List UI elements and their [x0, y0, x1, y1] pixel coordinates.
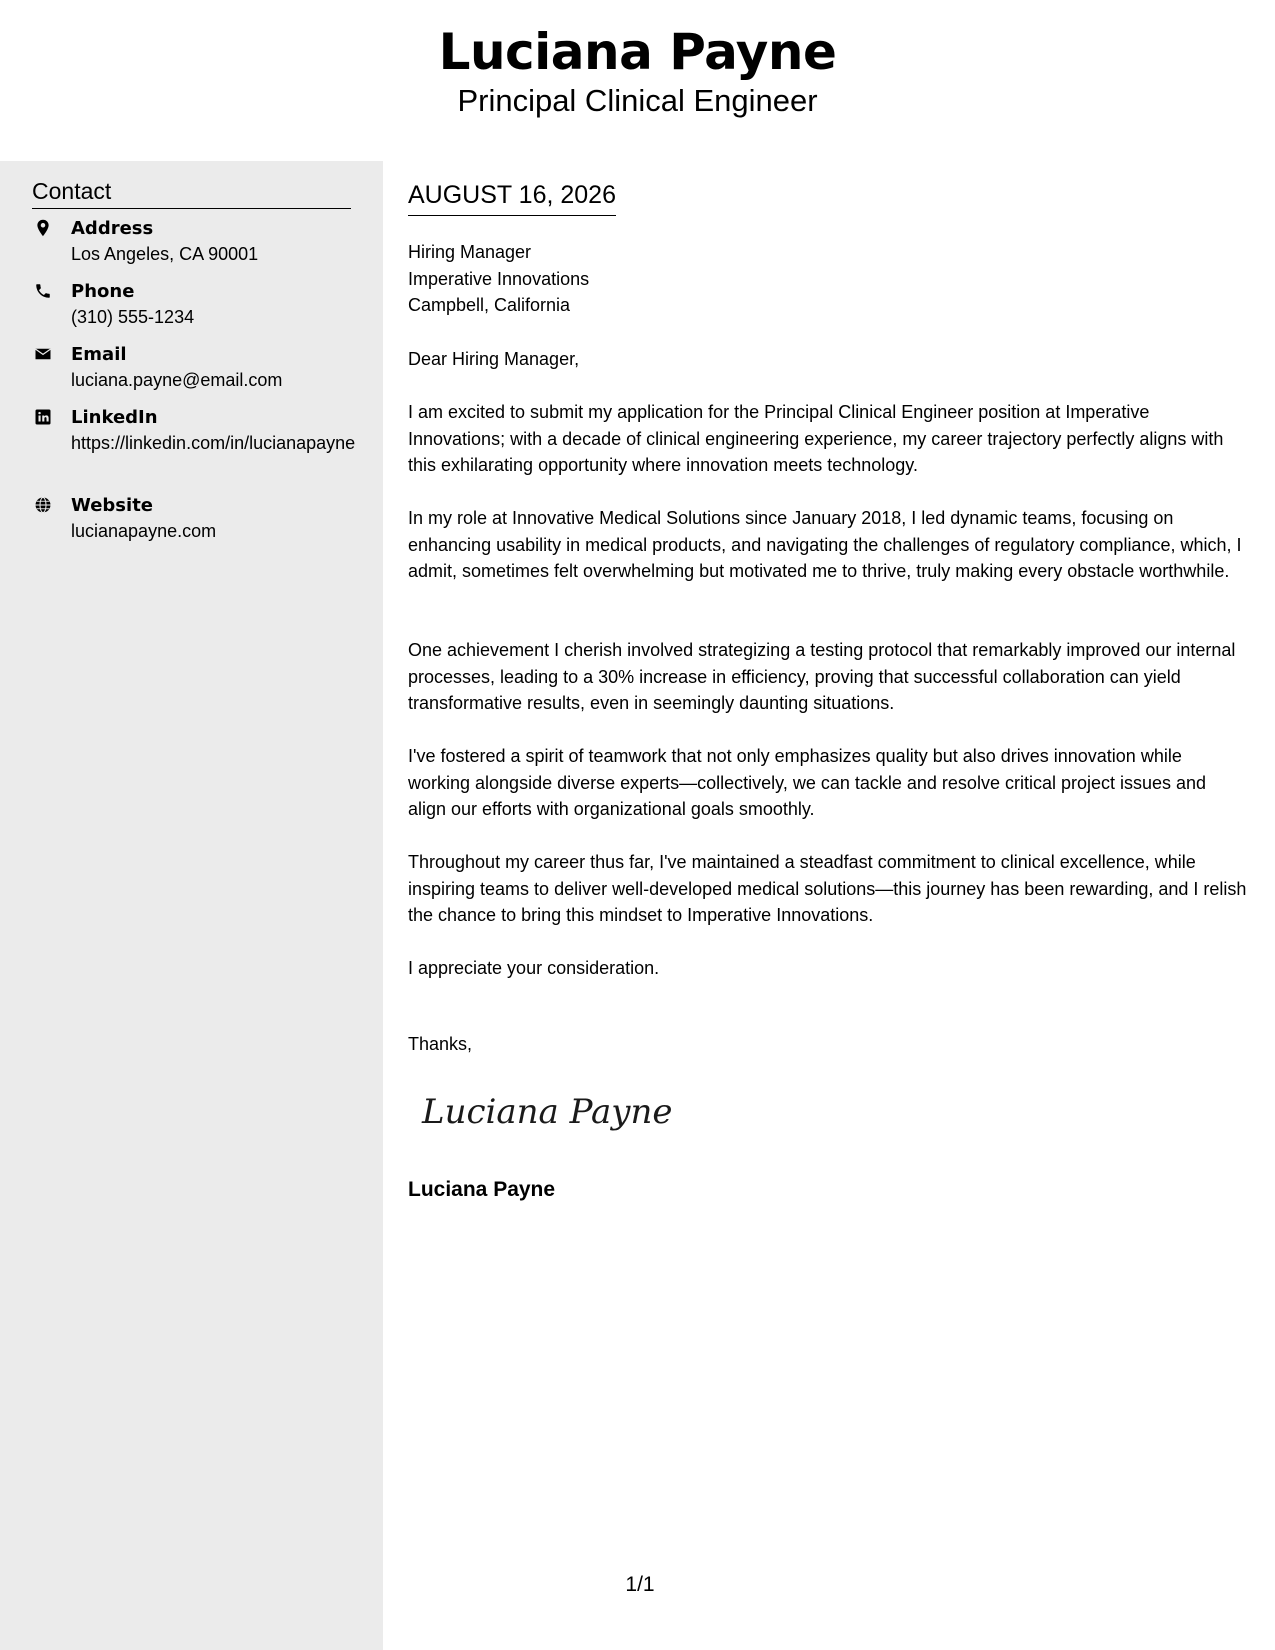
- phone-icon: [34, 282, 52, 300]
- recipient-line: Imperative Innovations: [408, 268, 590, 289]
- linkedin-icon: [34, 408, 52, 426]
- contact-label: Address: [71, 218, 154, 239]
- contact-value: https://linkedin.com/in/lucianapayne: [71, 433, 356, 453]
- recipient-line: Campbell, California: [408, 295, 571, 315]
- letter-header: [0, 0, 1275, 160]
- contact-label: Phone: [71, 281, 135, 302]
- recipient-line: Hiring Manager: [408, 242, 532, 262]
- contact-value: luciana.payne@email.com: [71, 370, 283, 390]
- handwritten-signature: [418, 1081, 678, 1141]
- signature-text: Luciana Payne: [422, 1092, 673, 1132]
- contact-value: Los Angeles, CA 90001: [71, 244, 259, 264]
- contact-heading: Contact: [32, 176, 351, 209]
- contact-label: LinkedIn: [71, 407, 158, 428]
- recipient-block: [408, 239, 589, 319]
- salutation: Dear Hiring Manager,: [408, 349, 580, 369]
- contact-label: Email: [71, 344, 127, 365]
- closing: Thanks,: [408, 1034, 473, 1054]
- letter-date: AUGUST 16, 2026: [408, 179, 616, 216]
- letter-paragraph: Throughout my career thus far, I've maintained a steadfast commitment to clinical excellence, while inspiring teams to deliver well-developed medical solutions—this journey has been rewarding, and I relish the chance to bring this mindset to Imperative Innovations.: [408, 852, 1247, 925]
- contact-value: (310) 555-1234: [71, 307, 195, 327]
- contact-sidebar: [0, 161, 383, 1650]
- letter-paragraph: I am excited to submit my application for the Principal Clinical Engineer position at Imperative Innovations; with a decade of clinical engineering experience, my career trajectory perfectly aligns with this exhilarating opportunity where innovation meets technology.: [408, 402, 1224, 475]
- letter-paragraph: In my role at Innovative Medical Solutions since January 2018, I led dynamic teams, focusing on enhancing usability in medical products, and navigating the challenges of regulatory compliance, which, I admit, sometimes felt overwhelming but motivated me to thrive, truly making every obstacle worthwhile.: [408, 508, 1242, 581]
- signer-name: Luciana Payne: [408, 1178, 556, 1201]
- letter-paragraph: I appreciate your consideration.: [408, 958, 660, 978]
- page-number: 1/1: [625, 1573, 655, 1596]
- contact-value: lucianapayne.com: [71, 521, 217, 541]
- globe-icon: [34, 496, 52, 514]
- letter-paragraph: I've fostered a spirit of teamwork that not only emphasizes quality but also drives innovation while working alongside diverse experts—collectively, we can tackle and resolve critical project issues and align our efforts with organizational goals smoothly.: [408, 746, 1207, 819]
- applicant-name: Luciana Payne: [438, 23, 837, 81]
- contact-label: Website: [71, 495, 154, 516]
- applicant-title: Principal Clinical Engineer: [457, 83, 818, 118]
- letter-paragraph: One achievement I cherish involved strategizing a testing protocol that remarkably improved our internal processes, leading to a 30% increase in efficiency, proving that successful collaboration can yield transformative results, even in seemingly daunting situations.: [408, 640, 1236, 713]
- map-pin-icon: [34, 219, 52, 237]
- envelope-icon: [34, 345, 52, 363]
